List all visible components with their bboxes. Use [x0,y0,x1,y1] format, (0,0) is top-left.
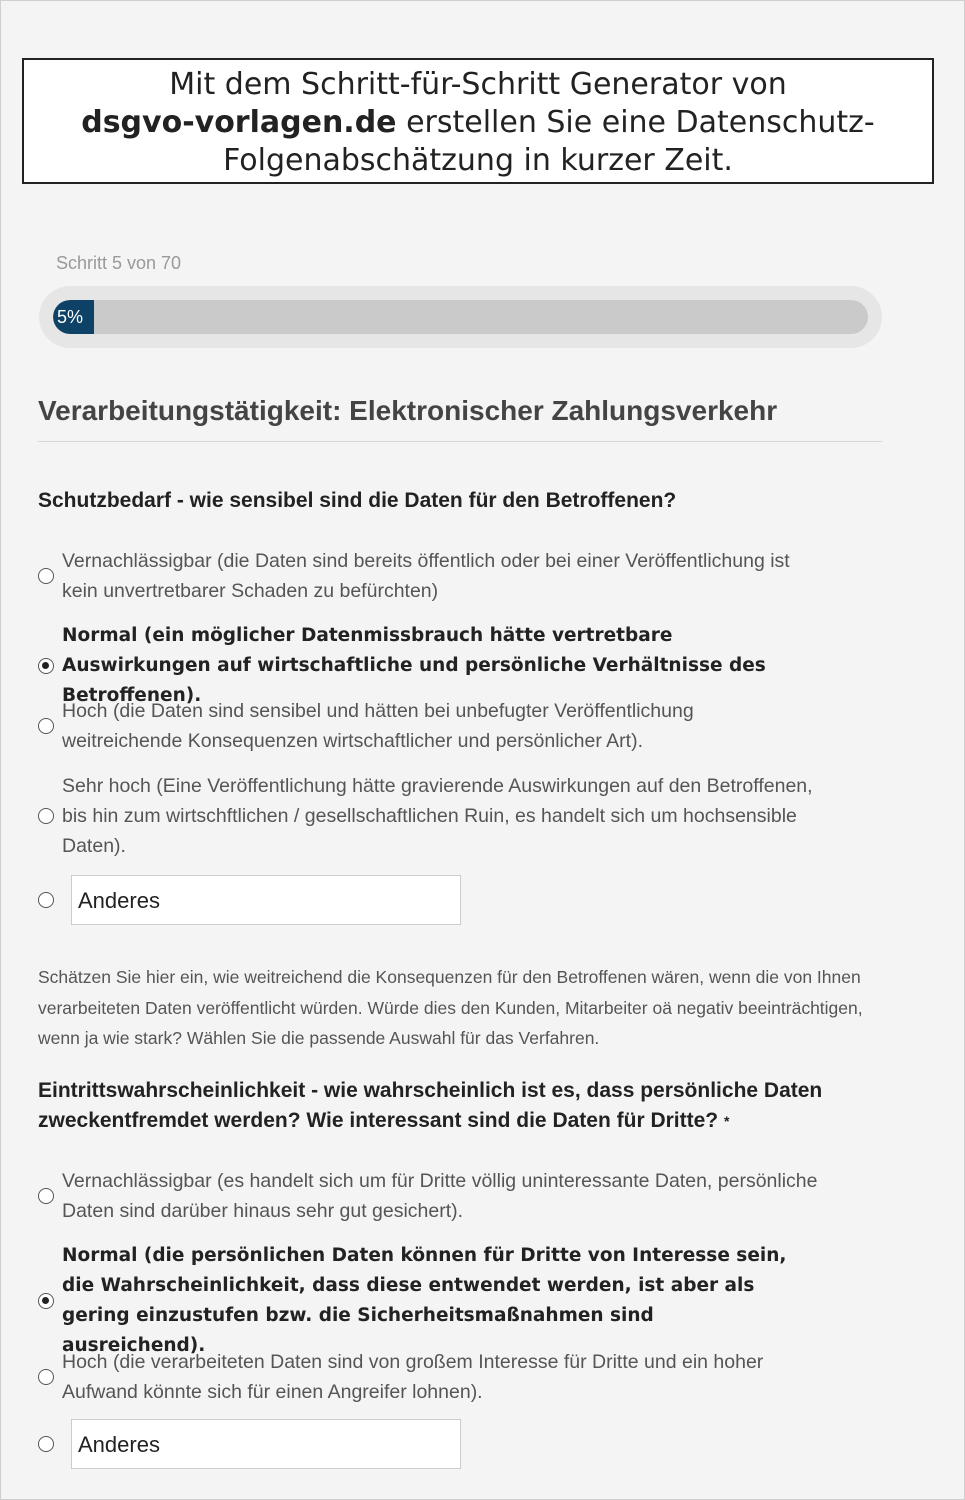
other-input[interactable]: Anderes [71,875,461,925]
banner-brand: dsgvo-vorlagen.de [81,105,397,140]
radio-button-selected[interactable] [38,1293,54,1309]
radio-button[interactable] [38,1188,54,1204]
q2-option-other[interactable] [38,1419,818,1469]
help-text: Schätzen Sie hier ein, wie weitreichend die Konsequenzen für den Betroffenen wären, wenn die von Ihnen verarbeiteten Daten veröffentlicht würden. Würde dies den Kunden, Mitarbeiter oä negativ beeinträchtigen, wenn ja wie stark? Wählen Sie die passende Auswahl für das Verfahren. [38,967,863,1048]
q1-option-other[interactable] [38,875,818,925]
banner-line3: Folgenabschätzung in kurzer Zeit. [223,143,733,178]
q2-option-normal[interactable]: Normal (die persönlichen Daten können für Dritte von Interesse sein, die Wahrscheinlichkeit, dass diese entwendet werden, ist aber als gering einzustufen bzw. die Sicherheitsmaßnahmen sind ausreichend). [38,1241,798,1361]
required-mark: * [723,1113,730,1129]
q1-option-normal[interactable]: Normal (ein möglicher Datenmissbrauch hätte vertretbare Auswirkungen auf wirtschaftliche und persönliche Verhältnisse des Betroffenen). [38,621,818,711]
progress-bar [39,286,882,348]
progress-fill: 5% [53,300,94,334]
page-title: Verarbeitungstätigkeit: Elektronischer Zahlungsverkehr [38,395,778,426]
radio-button[interactable] [38,892,54,908]
other-input[interactable]: Anderes [71,1419,461,1469]
step-label: Schritt 5 von 70 [56,253,182,273]
radio-button-selected[interactable] [38,658,54,674]
radio-button[interactable] [38,568,54,584]
banner-line2: erstellen Sie eine Datenschutz- [396,105,875,140]
q1-option-hoch[interactable]: Hoch (die Daten sind sensibel und hätten bei unbefugter Veröffentlichung weitreichende Konsequenzen wirtschaftlicher und persönlicher Art). [38,696,818,756]
q1-option-sehr-hoch[interactable]: Sehr hoch (Eine Veröffentlichung hätte gravierende Auswirkungen auf den Betroffenen, bis hin zum wirtschftlichen / gesellschaftlichen Ruin, es handelt sich um hochsensible Daten). [38,771,818,861]
radio-button[interactable] [38,808,54,824]
promo-banner [22,58,934,184]
radio-button[interactable] [38,1369,54,1385]
question-eintrittswahrscheinlichkeit: Eintrittswahrscheinlichkeit - wie wahrscheinlich ist es, dass persönliche Daten zweckentfremdet werden? Wie interessant sind die Daten für Dritte? * [38,1079,823,1132]
q1-option-vernachlaessigbar[interactable]: Vernachlässigbar (die Daten sind bereits öffentlich oder bei einer Veröffentlichung ist kein unvertretbarer Schaden zu befürchten) [38,546,818,606]
banner-line1: Mit dem Schritt-für-Schritt Generator von [169,67,787,102]
q2-option-hoch[interactable]: Hoch (die verarbeiteten Daten sind von großem Interesse für Dritte und ein hoher Aufwand könnte sich für einen Angreifer lohnen). [38,1347,778,1407]
question-schutzbedarf: Schutzbedarf - wie sensibel sind die Daten für den Betroffenen? [38,489,677,512]
radio-button[interactable] [38,718,54,734]
q2-option-vernachlaessigbar[interactable]: Vernachlässigbar (es handelt sich um für Dritte völlig uninteressante Daten, persönliche Daten sind darüber hinaus sehr gut gesichert). [38,1166,818,1226]
radio-button[interactable] [38,1436,54,1452]
divider [38,441,882,442]
